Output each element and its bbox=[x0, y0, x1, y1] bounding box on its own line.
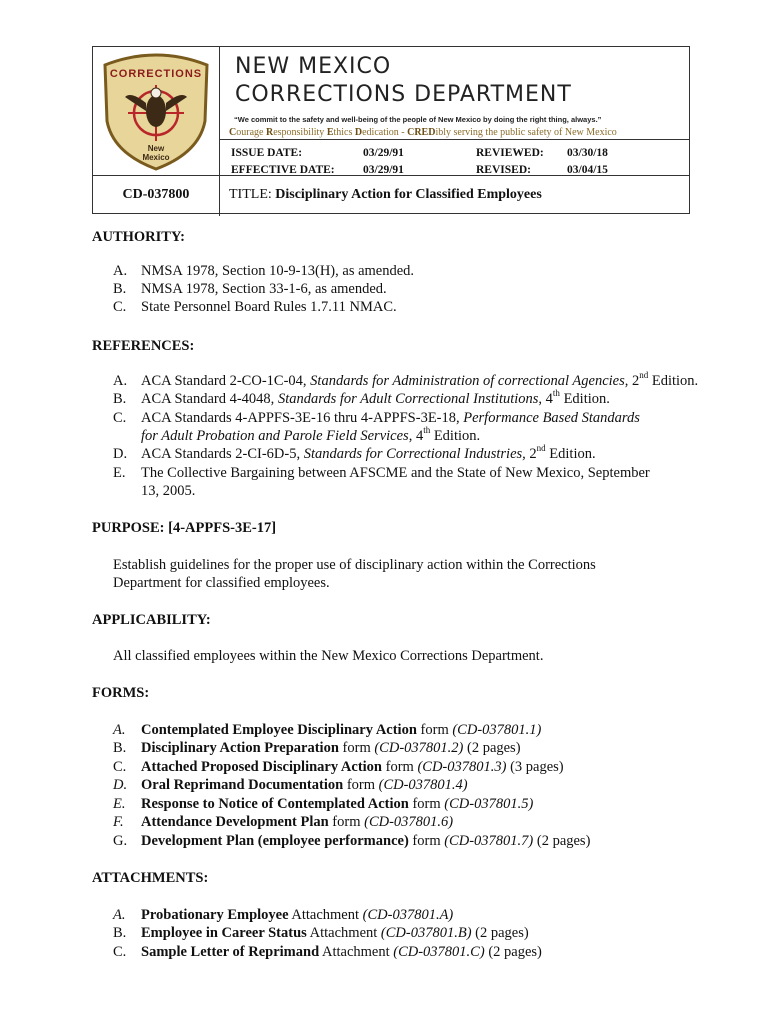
list-item: NMSA 1978, Section 33-1-6, as amended. bbox=[141, 281, 387, 297]
effective-date-label: EFFECTIVE DATE: bbox=[231, 164, 335, 176]
revised-label: REVISED: bbox=[476, 164, 531, 176]
list-label: G. bbox=[113, 833, 128, 849]
reviewed-value: 03/30/18 bbox=[567, 147, 608, 159]
form-item: Development Plan (employee performance) form (CD-037801.7) (2 pages) bbox=[141, 833, 591, 849]
corrections-badge-logo bbox=[99, 51, 213, 173]
list-label: A. bbox=[113, 373, 128, 389]
document-header bbox=[92, 46, 690, 214]
title-text: Disciplinary Action for Classified Employees bbox=[275, 187, 542, 202]
logo-top-text: CORRECTIONS bbox=[109, 68, 203, 80]
attachment-item: Probationary Employee Attachment (CD-037801.A) bbox=[141, 907, 454, 923]
list-label: C. bbox=[113, 759, 127, 775]
list-label: E. bbox=[113, 465, 126, 481]
list-label: C. bbox=[113, 944, 127, 960]
form-item: Attached Proposed Disciplinary Action form (CD-037801.3) (3 pages) bbox=[141, 759, 564, 775]
list-item: ACA Standard 2-CO-1C-04, Standards for Administration of correctional Agencies, 2nd Edition. bbox=[141, 370, 699, 389]
list-label: B. bbox=[113, 281, 127, 297]
references-heading: REFERENCES: bbox=[92, 338, 195, 354]
list-item-continued: for Adult Probation and Parole Field Services, 4th Edition. bbox=[141, 425, 481, 444]
list-item: ACA Standard 4-4048, Standards for Adult Correctional Institutions, 4th Edition. bbox=[141, 388, 610, 407]
attachment-item: Sample Letter of Reprimand Attachment (CD-037801.C) (2 pages) bbox=[141, 944, 542, 960]
department-name bbox=[235, 53, 572, 109]
document-id: CD-037800 bbox=[122, 187, 190, 202]
title-label: TITLE: bbox=[229, 187, 272, 202]
title-row bbox=[93, 175, 689, 216]
department-line-2: CORRECTIONS DEPARTMENT bbox=[235, 82, 572, 107]
list-label: C. bbox=[113, 410, 127, 426]
purpose-heading: PURPOSE: [4-APPFS-3E-17] bbox=[92, 520, 277, 536]
issue-date-value: 03/29/91 bbox=[363, 147, 404, 159]
applicability-text: All classified employees within the New Mexico Corrections Department. bbox=[113, 648, 544, 664]
list-label: F. bbox=[113, 814, 124, 830]
header-divider bbox=[220, 139, 689, 140]
revised-value: 03/04/15 bbox=[567, 164, 608, 176]
form-item: Response to Notice of Contemplated Action form (CD-037801.5) bbox=[141, 796, 534, 812]
list-item: The Collective Bargaining between AFSCME and the State of New Mexico, September bbox=[141, 465, 650, 481]
forms-heading: FORMS: bbox=[92, 685, 150, 701]
applicability-heading: APPLICABILITY: bbox=[92, 612, 211, 628]
attachments-heading: ATTACHMENTS: bbox=[92, 870, 209, 886]
authority-heading: AUTHORITY: bbox=[92, 229, 185, 245]
form-item: Attendance Development Plan form (CD-037801.6) bbox=[141, 814, 454, 830]
list-label: B. bbox=[113, 925, 127, 941]
form-item: Contemplated Employee Disciplinary Action form (CD-037801.1) bbox=[141, 722, 542, 738]
list-label: A. bbox=[113, 722, 126, 738]
attachment-item: Employee in Career Status Attachment (CD-037801.B) (2 pages) bbox=[141, 925, 529, 941]
logo-cell bbox=[93, 47, 220, 175]
department-line-1: NEW MEXICO bbox=[235, 54, 392, 79]
list-label: A. bbox=[113, 263, 128, 279]
list-item-continued: 13, 2005. bbox=[141, 483, 196, 499]
list-label: D. bbox=[113, 446, 128, 462]
list-item: ACA Standards 2-CI-6D-5, Standards for Correctional Industries, 2nd Edition. bbox=[141, 443, 596, 462]
issue-date-label: ISSUE DATE: bbox=[231, 147, 303, 159]
logo-bottom-text-2: Mexico bbox=[142, 153, 170, 162]
form-item: Oral Reprimand Documentation form (CD-037801.4) bbox=[141, 777, 468, 793]
department-motto: “We commit to the safety and well-being of the people of New Mexico by doing the right thing, always.” bbox=[234, 115, 602, 124]
doc-id-cell bbox=[93, 176, 220, 216]
document-title bbox=[229, 187, 542, 203]
list-label: A. bbox=[113, 907, 126, 923]
credo-line: Courage Responsibility Ethics Dedication - CREDibly serving the public safety of New Mexico bbox=[229, 127, 617, 138]
list-label: B. bbox=[113, 740, 127, 756]
list-label: B. bbox=[113, 391, 127, 407]
form-item: Disciplinary Action Preparation form (CD-037801.2) (2 pages) bbox=[141, 740, 521, 756]
list-item: State Personnel Board Rules 1.7.11 NMAC. bbox=[141, 299, 397, 315]
list-item: NMSA 1978, Section 10-9-13(H), as amended. bbox=[141, 263, 415, 279]
logo-bottom-text-1: New bbox=[147, 144, 165, 153]
list-label: D. bbox=[113, 777, 128, 793]
effective-date-value: 03/29/91 bbox=[363, 164, 404, 176]
purpose-text-line-1: Establish guidelines for the proper use of disciplinary action within the Corrections bbox=[113, 557, 596, 573]
reviewed-label: REVIEWED: bbox=[476, 147, 544, 159]
list-item: ACA Standards 4-APPFS-3E-16 thru 4-APPFS-3E-18, Performance Based Standards bbox=[141, 410, 640, 426]
list-label: C. bbox=[113, 299, 127, 315]
purpose-text-line-2: Department for classified employees. bbox=[113, 575, 330, 591]
list-label: E. bbox=[113, 796, 126, 812]
